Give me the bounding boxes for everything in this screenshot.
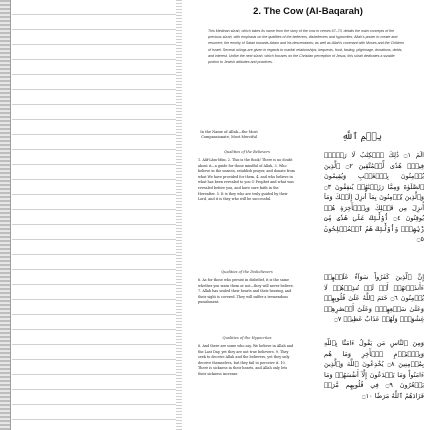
decorative-border xyxy=(0,0,11,430)
translation-text: 1. Alif-Lām-Mīm. 2. This is the Book! There is no doubt about it—a guide for those mindful of Allah, 3. Who believe in the unseen, establish prayer, and donate from what We have provided for them, 4. and who believe in what has been revealed to you O Prophet and what was revealed before you, and have sure faith in the Hereafter. 5. It is they who are truly guided by their Lord, and it is they who will be successful. xyxy=(198,158,295,202)
section-heading: Qualities of the Disbelievers xyxy=(221,270,273,274)
notes-lines xyxy=(12,0,176,430)
arabic-text: إِنَّ ٱلَّذِينَ كَفَرُواْ سَوَآءٌ عَلَيۡهِمۡ ءَأَنذَرۡتَهُمۡ أَمۡ لَمۡ تُنذِرۡهُمۡ لَا يُؤۡمِنُونَ ۝٦ خَتَمَ ٱللَّهُ عَلَىٰ قُلُوبِهِمۡ وَعَلَىٰ سَمۡعِهِمۡۖ وَعَلَىٰٓ أَبۡصَٰرِهِمۡ غِشَٰوَةٞۖ وَلَهُمۡ عَذَابٌ عَظِيمٞ ۝٧ xyxy=(324,273,424,323)
translation-text: 6. As for those who persist in disbelief, it is the same whether you warn them or not—they will never believe. 7. Allah has sealed their hearts and their hearing, and their sight is covered. They will suffer a tremendous punishment. xyxy=(198,278,294,305)
surah-title: 2. The Cow (Al-Baqarah) xyxy=(253,6,363,17)
quran-page xyxy=(186,0,430,430)
arabic-text: الٓمٓ ۝١ ذَٰلِكَ ٱلۡكِتَٰبُ لَا رَيۡبَۛ فِيهِۛ هُدٗى لِّلۡمُتَّقِينَ ۝٢ ٱلَّذِينَ يُؤۡمِنُونَ بِٱلۡغَيۡبِ وَيُقِيمُونَ ٱلصَّلَوٰةَ وَمِمَّا رَزَقۡنَٰهُمۡ يُنفِقُونَ ۝٣ وَٱلَّذِينَ يُؤۡمِنُونَ بِمَآ أُنزِلَ إِلَيۡكَ وَمَآ أُنزِلَ مِن قَبۡلِكَ وَبِٱلۡأٓخِرَةِ هُمۡ يُوقِنُونَ ۝٤ أُوْلَٰٓئِكَ عَلَىٰ هُدٗى مِّن رَّبِّهِمۡۖ وَأُوْلَٰٓئِكَ هُمُ ٱلۡمُفۡلِحُونَ ۝٥ xyxy=(324,151,424,243)
surah-introduction: This Medinan sūrah, which takes its name from the story of the cow in verses 67–73, details the main concepts of the previous sūrah, with emphasis on the qualities of the believers, disbelievers and hypocrites; Allah's power to create and resurrect; the enmity of Satan towards Adam and his descendants; as well as Allah's covenant with Moses and the Children of Israel. Several rulings are given in regards to marital relationships, bequests, food, fasting, pilgrimage, donations, debts, and interest. Unlike the next sūrah, which focuses on the Christian perception of Jesus, this sūrah dedicates a sizable portion to Jewish attitudes and practices. xyxy=(208,29,404,65)
basmala-row xyxy=(186,130,430,148)
section-heading: Qualities of the Believers xyxy=(224,150,270,154)
translation-column xyxy=(198,150,296,430)
arabic-text: وَمِنَ ٱلنَّاسِ مَن يَقُولُ ءَامَنَّا بِٱللَّهِ وَبِٱلۡيَوۡمِ ٱلۡأٓخِرِ وَمَا هُم بِمُؤۡمِنِينَ ۝٨ يُخَٰدِعُونَ ٱللَّهَ وَٱلَّذِينَ ءَامَنُواْ وَمَا يَخۡدَعُونَ إِلَّآ أَنفُسَهُمۡ وَمَا يَشۡعُرُونَ ۝٩ فِي قُلُوبِهِم مَّرَضٞ فَزَادَهُمُ ٱللَّهُ مَرَضٗا ۝١٠ xyxy=(324,339,424,400)
basmala-translation: In the Name of Allah—the Most Compassionate, Most Merciful xyxy=(200,130,258,139)
arabic-column xyxy=(324,150,424,430)
basmala-arabic: بِسۡمِ ٱللَّهِ xyxy=(341,132,383,142)
notes-edge xyxy=(176,0,182,430)
translation-text: 8. And there are some who say, We believe in Allah and the Last Day, yet they are not true believers. 9. They seek to deceive Allah and the believers, yet they only deceive themselves, but they fail to perceive it. 10. There is sickness in their hearts, and Allah only lets their sickness increase. xyxy=(198,344,294,376)
section-heading: Qualities of the Hypocrites xyxy=(222,336,272,340)
